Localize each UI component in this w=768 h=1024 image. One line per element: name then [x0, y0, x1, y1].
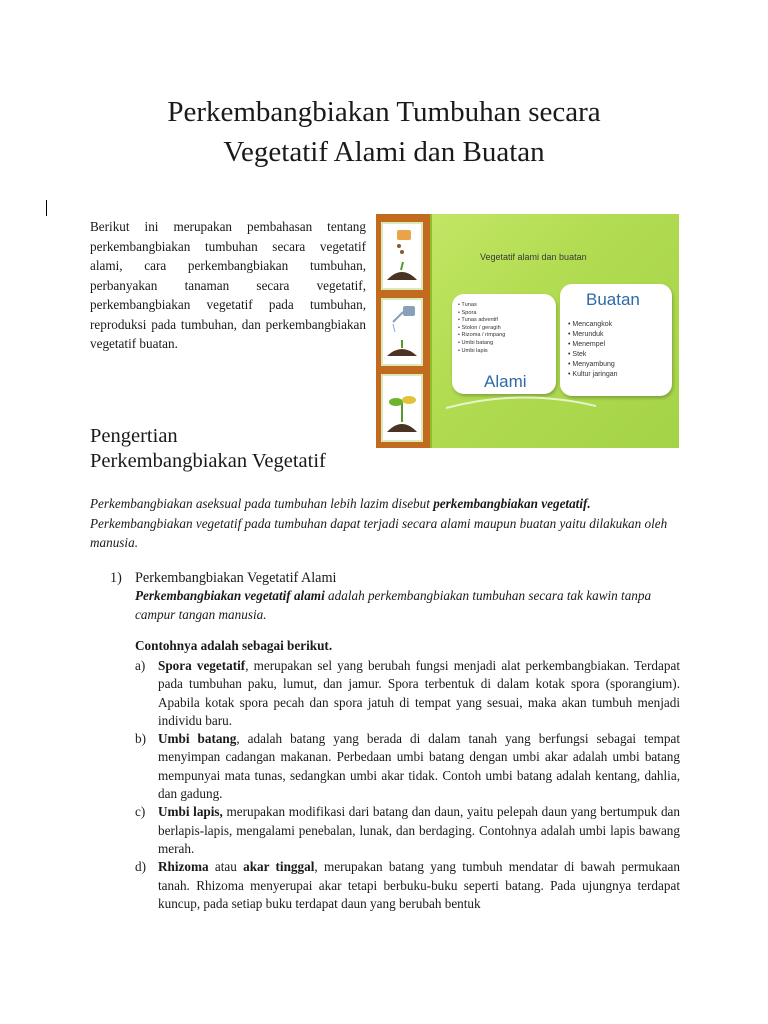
title-line-2: Vegetatif Alami dan Buatan: [223, 136, 545, 168]
item-marker: a): [135, 658, 146, 673]
document-title: [60, 92, 708, 172]
examples-label: Contohnya adalah sebagai berikut.: [135, 638, 333, 653]
definition-term: perkembangbiakan vegetatif.: [433, 496, 591, 511]
title-line-1: Perkembangbiakan Tumbuhan secara: [167, 96, 601, 128]
description-text: adalah perkembangbiakan tumbuhan secara tak kawin tanpa campur tangan manusia.: [135, 588, 652, 622]
section-heading-line-2: Perkembangbiakan Vegetatif: [90, 450, 326, 472]
subsection-number: 1): [110, 570, 122, 586]
text-cursor: [46, 200, 47, 216]
item-text: atau: [208, 859, 244, 875]
description-term: Perkembangbiakan vegetatif alami: [135, 588, 325, 603]
intro-paragraph: Berikut ini merupakan pembahasan tentang perkembangbiakan tumbuhan secara vegetatif alami, cara perkembangbiakan tumbuhan, perbanyakan tanaman secara vegetatif, perkembangbiakan vegetatif pada tumbuhan, reproduksi pada tumbuhan, dan perkembangbiakan vegetatif buatan.: [90, 219, 366, 351]
subsection-heading: [110, 569, 336, 587]
list-item: • Menempel: [568, 340, 618, 350]
buatan-label: Buatan: [586, 290, 640, 309]
watering-picture: [381, 298, 423, 366]
item-text-continued: , merupakan batang yang tumbuh mendatar di bawah permukaan tanah. Rhizoma menyerupai akar tetapi berbuku-buku seperti batang. Pada ujungnya terdapat kuncup, pada setiap buku terdapat daun yang berubah bentuk: [158, 859, 680, 911]
section-heading-line-1: Pengertian: [90, 425, 178, 447]
list-item: [135, 858, 680, 913]
list-item: • Spora: [458, 310, 505, 318]
item-term-secondary: akar tinggal: [243, 859, 315, 875]
alami-label: Alami: [484, 372, 527, 391]
seed-planting-picture: [381, 222, 423, 290]
item-text: , adalah batang yang berada di dalam tanah yang berfungsi sebagai tempat menyimpan cadangan makanan. Perbedaan umbi batang dengan umbi akar adalah umbi batang mempunyai mata tunas, sedangkan umbi akar tidak. Contoh umbi batang adalah kentang, dahlia, dan gadung.: [158, 731, 680, 802]
list-item: • Umbi batang: [458, 340, 505, 348]
list-item: [135, 803, 680, 858]
list-item: • Stolon / geragih: [458, 325, 505, 333]
list-item: • Rizoma / rimpang: [458, 332, 505, 340]
subsection-title: Perkembangbiakan Vegetatif Alami: [135, 570, 337, 586]
item-marker: d): [135, 859, 146, 875]
definition-text-continued: Perkembangbiakan vegetatif pada tumbuhan dapat terjadi secara alami maupun buatan yaitu dilakukan oleh manusia.: [90, 515, 668, 550]
list-item: [135, 730, 680, 803]
item-text: merupakan modifikasi dari batang dan daun, yaitu pelepah daun yang bertumpuk dan berlapis-lapis, mengalami penebalan, lunak, dan berdaging. Contohnya adalah umbi lapis bawang merah.: [158, 804, 680, 856]
list-item: • Umbi lapis: [458, 348, 505, 356]
sprout-picture: [381, 374, 423, 442]
list-item: • Mencangkok: [568, 320, 618, 330]
definition-text: Perkembangbiakan aseksual pada tumbuhan lebih lazim disebut: [90, 496, 434, 511]
section-heading: [90, 424, 326, 474]
list-item: [135, 657, 680, 730]
item-term: Umbi batang: [158, 731, 237, 747]
item-marker: b): [135, 731, 146, 747]
list-item: • Kultur jaringan: [568, 370, 618, 380]
list-item: • Merunduk: [568, 330, 618, 340]
decorative-swoosh: [446, 388, 596, 418]
item-marker: c): [135, 804, 146, 820]
illustration-title: Vegetatif alami dan buatan: [480, 252, 587, 262]
list-item: • Stek: [568, 350, 618, 360]
illustration-strip: [376, 214, 432, 448]
subsection-description: [135, 587, 655, 624]
item-term: Rhizoma: [158, 859, 209, 875]
item-term: Spora vegetatif: [158, 658, 246, 673]
list-item: • Menyambung: [568, 360, 618, 370]
list-item: • Tunas: [458, 302, 505, 310]
item-text: , merupakan sel yang berubah fungsi menjadi alat perkembangbiakan. Terdapat pada tumbuhan paku, lumut, dan jamur. Spora terbentuk di dalam kotak spora (sporangium). Apabila kotak spora pecah dan spora jatuh di tempat yang sesuai, maka akan tumbuh menjadi individu baru.: [158, 658, 680, 728]
item-term: Umbi lapis,: [158, 804, 223, 820]
examples-list: [135, 657, 680, 913]
list-item: • Tunas adventif: [458, 317, 505, 325]
definition-paragraph: [90, 494, 680, 553]
vegetative-illustration: [376, 214, 679, 448]
buatan-list: [568, 320, 618, 380]
alami-list: [458, 302, 505, 355]
